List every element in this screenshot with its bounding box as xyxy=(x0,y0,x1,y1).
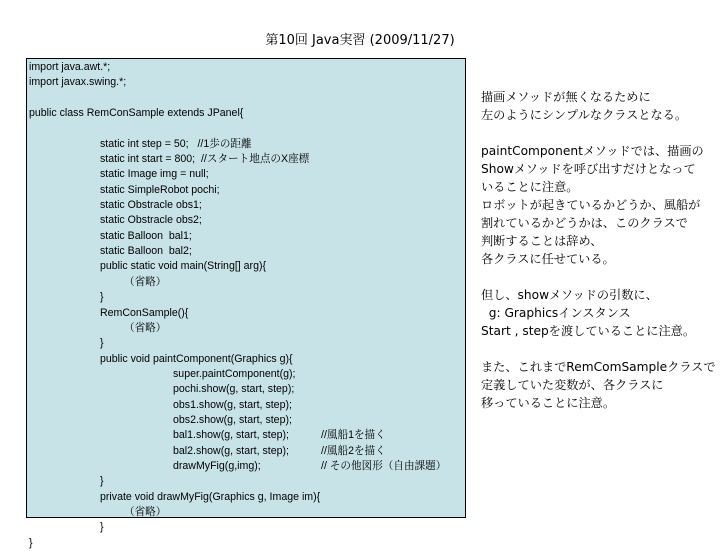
code-line xyxy=(27,536,465,551)
code-line xyxy=(27,336,465,351)
code-text: static Obstracle obs1; xyxy=(100,199,202,212)
note-line xyxy=(481,268,717,286)
code-text: static Obstracle obs2; xyxy=(100,214,202,227)
note-line: 定義していた変数が、各クラスに xyxy=(481,378,664,392)
code-line xyxy=(27,367,465,382)
note-line: いることに注意。 xyxy=(481,180,579,194)
code-text: super.paintComponent(g); xyxy=(173,367,296,380)
code-line xyxy=(27,152,465,167)
code-line xyxy=(27,137,465,152)
code-listing xyxy=(26,58,466,549)
code-text: bal1.show(g, start, step); xyxy=(173,429,289,442)
note-line: 描画メソッドが無くなるために xyxy=(481,90,651,104)
note-line xyxy=(481,340,717,358)
code-comment: // その他図形（自由課題） xyxy=(321,459,447,472)
note-line: paintComponentメソッドでは、描画の xyxy=(481,144,704,158)
code-line xyxy=(27,60,465,75)
code-text: （省略） xyxy=(124,505,167,518)
code-line xyxy=(27,444,465,459)
code-line xyxy=(27,428,465,443)
note-line xyxy=(481,124,717,142)
code-line xyxy=(27,75,465,90)
code-text: public void paintComponent(Graphics g){ xyxy=(100,352,293,365)
code-line xyxy=(27,352,465,367)
code-text: public static void main(String[] arg){ xyxy=(100,260,267,273)
code-text: } xyxy=(29,536,33,549)
note-line: 判断することは辞め、 xyxy=(481,234,603,248)
code-text: static Image img = null; xyxy=(100,168,209,181)
note-line: また、これまでRemComSampleクラスで xyxy=(481,360,716,374)
code-text: } xyxy=(100,291,104,304)
code-text: obs2.show(g, start, step); xyxy=(173,413,292,426)
note-line: Showメソッドを呼び出すだけとなって xyxy=(481,162,696,176)
code-text: RemConSample(){ xyxy=(100,306,189,319)
code-line xyxy=(27,474,465,489)
code-line xyxy=(27,306,465,321)
code-line xyxy=(27,106,465,121)
note-line: 左のようにシンプルなクラスとなる。 xyxy=(481,108,688,122)
code-text: import java.awt.*; xyxy=(29,61,111,73)
code-comment: //風船2を描く xyxy=(321,444,386,457)
code-line xyxy=(27,275,465,290)
note-line: 各クラスに任せている。 xyxy=(481,252,615,266)
explanation-notes xyxy=(481,88,717,412)
code-line xyxy=(27,183,465,198)
code-text: （省略） xyxy=(124,275,167,288)
code-text: import javax.swing.*; xyxy=(29,76,127,89)
code-line xyxy=(27,398,465,413)
code-line xyxy=(27,490,465,505)
code-line xyxy=(27,213,465,228)
code-text: public class RemConSample extends JPanel{ xyxy=(29,107,244,120)
code-line xyxy=(27,229,465,244)
page-title: 第10回 Java実習 (2009/11/27) xyxy=(265,33,455,48)
code-text: static int step = 50; //1歩の距離 xyxy=(100,137,252,150)
note-line: g: Graphicsインスタンス xyxy=(481,306,631,320)
code-text: static int start = 800; //スタート地点のX座標 xyxy=(100,153,310,166)
code-line xyxy=(27,121,465,136)
note-line: Start , stepを渡していることに注意。 xyxy=(481,324,696,338)
code-line xyxy=(27,91,465,106)
code-line xyxy=(27,505,465,520)
code-text: static SimpleRobot pochi; xyxy=(100,183,220,196)
note-line: 但し、showメソッドの引数に、 xyxy=(481,288,658,302)
code-text: （省略） xyxy=(124,321,167,334)
code-line xyxy=(27,520,465,535)
code-line xyxy=(27,413,465,428)
code-text: obs1.show(g, start, step); xyxy=(173,398,292,411)
code-text: bal2.show(g, start, step); xyxy=(173,444,289,457)
code-text: static Balloon bal1; xyxy=(100,229,192,242)
code-line xyxy=(27,382,465,397)
note-line: 移っていることに注意。 xyxy=(481,396,616,410)
code-comment: //風船1を描く xyxy=(321,429,386,442)
note-line: ロボットが起きているかどうか、風船が xyxy=(481,198,701,212)
code-text: drawMyFig(g,img); xyxy=(173,459,261,472)
code-text: pochi.show(g, start, step); xyxy=(173,383,295,396)
code-line xyxy=(27,167,465,182)
note-line: 割れているかどうかは、このクラスで xyxy=(481,216,688,230)
code-text: } xyxy=(100,475,104,488)
code-line xyxy=(27,198,465,213)
code-line xyxy=(27,321,465,336)
code-line xyxy=(27,259,465,274)
code-text: private void drawMyFig(Graphics g, Image im){ xyxy=(100,490,321,503)
code-line xyxy=(27,459,465,474)
code-text: static Balloon bal2; xyxy=(100,245,192,258)
code-line xyxy=(27,244,465,259)
code-text: } xyxy=(100,337,104,350)
code-text: } xyxy=(100,521,104,534)
code-line xyxy=(27,290,465,305)
